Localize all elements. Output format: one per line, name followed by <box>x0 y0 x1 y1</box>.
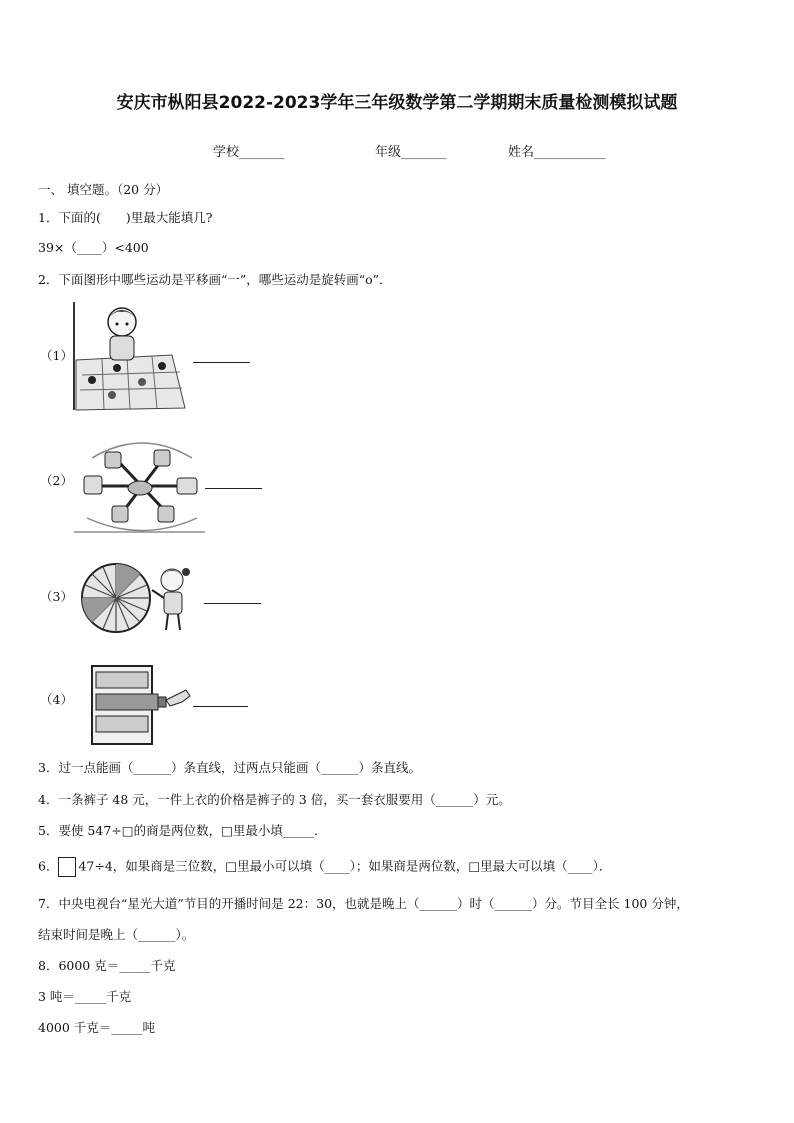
answer-blank-4[interactable] <box>193 706 248 707</box>
question-4: 4．一条裤子 48 元，一件上衣的价格是裤子的 3 倍，买一套衣服要用（______）元。 <box>38 792 511 807</box>
section-heading: 一、 填空题。（20 分） <box>38 182 169 197</box>
item-label-2: （2） <box>40 473 73 488</box>
question-8-line1: 8．6000 克＝_____千克 <box>38 958 176 973</box>
question-6-text: 47÷4，如果商是三位数，□里最小可以填（____）；如果商是两位数，□里最大可以填（____）． <box>78 858 612 874</box>
name-field[interactable]: 姓名___________ <box>508 145 606 160</box>
question-1-expression: 39×（____）<400 <box>38 240 149 255</box>
grade-field[interactable]: 年级_______ <box>375 145 447 160</box>
question-7-line2: 结束时间是晚上（______）。 <box>38 927 195 942</box>
question-8-line3: 4000 千克＝_____吨 <box>38 1020 156 1035</box>
question-6 <box>38 857 611 877</box>
question-8-line2: 3 吨＝_____千克 <box>38 989 132 1004</box>
answer-blank-2[interactable] <box>205 488 262 489</box>
rotating-ride-picture <box>72 438 207 534</box>
item-label-3: （3） <box>40 589 73 604</box>
page-title: 安庆市枞阳县2022-2023学年三年级数学第二学期期末质量检测模拟试题 <box>116 93 678 113</box>
answer-blank-1[interactable] <box>193 362 250 363</box>
boy-chess-picture <box>72 300 187 412</box>
school-field[interactable]: 学校_______ <box>213 145 285 160</box>
item-label-4: （4） <box>40 692 73 707</box>
answer-blank-3[interactable] <box>204 603 261 604</box>
question-7-line1: 7．中央电视台“星光大道”节目的开播时间是 22：30，也就是晚上（______）时（______）分。节目全长 100 分钟， <box>38 896 689 911</box>
digit-box[interactable] <box>58 857 76 877</box>
question-5: 5．要使 547÷□的商是两位数，□里最小填_____． <box>38 823 327 838</box>
spinning-wheel-picture <box>80 558 200 638</box>
question-3: 3．过一点能画（______）条直线，过两点只能画（______）条直线。 <box>38 760 421 775</box>
question-6-number: 6． <box>38 858 59 874</box>
question-2: 2．下面图形中哪些运动是平移画“一”，哪些运动是旋转画“o”． <box>38 272 392 287</box>
item-label-1: （1） <box>40 348 73 363</box>
question-1: 1．下面的( )里最大能填几? <box>38 210 213 225</box>
drawer-picture <box>90 664 195 746</box>
